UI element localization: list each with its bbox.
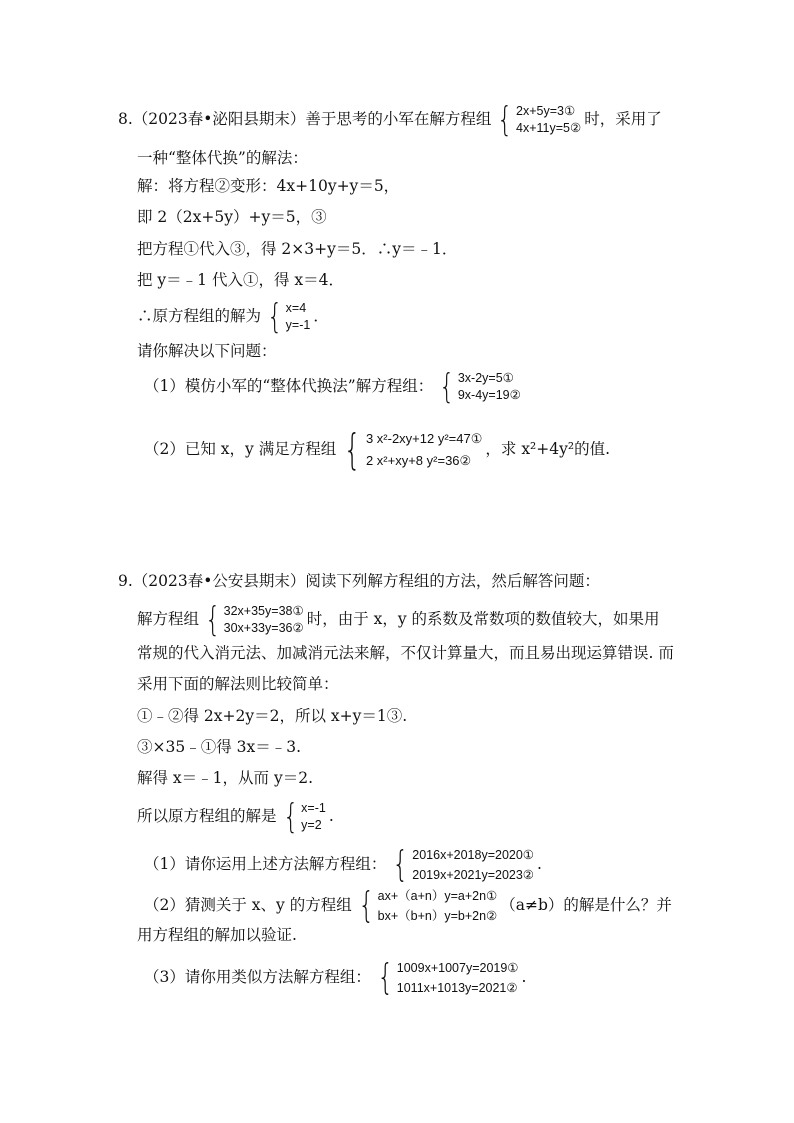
equation: 4x+11y=5② [516,121,582,135]
brace-icon: { [392,844,409,885]
q9-part2-continued: 用方程组的解加以验证. [137,926,297,944]
brace-icon: { [439,367,455,407]
equation: 9x-4y=19② [457,388,521,402]
q8-step: 把方程①代入③，得 2×3+y＝5．∴y＝﹣1． [137,240,458,258]
q8-step: 即 2（2x+5y）+y＝5，③ [137,208,327,226]
q9-line1 [137,600,660,640]
q9-part2-system [355,886,498,926]
q9-text-line: 常规的代入消元法、加减消元法来解，不仅计算量大，而且易出现运算错误. 而 [137,644,674,662]
q8-header [118,100,662,140]
q8-part1-system [436,367,521,407]
q9-part2-text: （2）猜测关于 x、y 的方程组 [144,896,352,914]
q9-part1 [144,845,542,885]
equation: 1009x+1007y=2019① [396,961,519,975]
equation: 32x+35y=38① [223,604,304,618]
q8-solution-system [264,297,311,337]
brace-icon: { [267,297,283,337]
q9-step: 解得 x＝﹣1，从而 y＝2. [137,769,314,787]
q9-part3-system [374,958,519,998]
q8-part2-text-end: ，求 x²+4y²的值. [485,440,611,458]
q8-header-text-end: 时，采用了 [584,110,662,128]
q9-step: ③×35﹣①得 3x＝﹣3. [137,738,302,756]
punct: ． [313,307,329,325]
q9-part1-text: （1）请你运用上述方法解方程组： [144,855,387,873]
q8-part1 [144,367,524,407]
equation: 2x+5y=3① [516,104,576,118]
equation: x=4 [285,301,307,315]
brace-icon: { [377,957,394,998]
q9-text-line: 采用下面的解法则比较简单： [137,675,339,693]
equation: x=-1 [301,801,326,815]
q8-part2 [144,425,611,474]
equation: ax+（a+n）y=a+2n① [377,889,498,903]
q9-part2 [144,886,672,926]
q8-step: 把 y＝﹣1 代入①，得 x＝4． [137,271,345,289]
equation: bx+（b+n）y=b+2n② [377,909,498,923]
brace-icon: { [343,425,362,474]
q9-system [202,600,304,640]
q8-solution-text: ∴原方程组的解为 [137,307,262,325]
brace-icon: { [205,600,221,640]
q8-step: 解：将方程②变形：4x+10y+y＝5， [137,177,400,195]
equation: 2019x+2021y=2023② [412,868,535,882]
q9-part3-text: （3）请你用类似方法解方程组： [144,968,371,986]
q9-text: 时，由于 x，y 的系数及常数项的数值较大，如果用 [306,610,660,628]
q8-part2-system [339,425,483,474]
equation: y=2 [301,818,322,832]
q9-part3 [144,958,526,998]
equation: 3 x²-2xy+12 y²=47① [365,431,483,446]
punct: . [521,968,527,986]
brace-icon: { [358,885,375,926]
q9-solution-text: 所以原方程组的解是 [137,807,277,825]
q9-step: ①﹣②得 2x+2y＝2，所以 x+y＝1③. [137,707,408,725]
q8-intro: 一种“整体代换”的解法： [137,149,308,167]
q8-solution-line [137,297,329,337]
q9-text: 解方程组 [137,610,200,628]
equation: 2 x²+xy+8 y²=36② [365,453,472,468]
punct: . [537,855,542,873]
q8-ask: 请你解决以下问题： [137,342,277,360]
q9-part2-text-end: （a≠b）的解是什么？并 [500,896,672,914]
q8-part2-text: （2）已知 x，y 满足方程组 [144,440,337,458]
equation: y=-1 [285,318,311,332]
equation: 1011x+1013y=2021② [396,981,518,995]
brace-icon: { [282,797,298,837]
q9-solution-system [280,797,326,837]
q8-header-system [494,100,582,140]
q9-solution-line [137,797,334,837]
equation: 3x-2y=5① [457,371,514,385]
q9-header: 9.（2023春•公安县期末）阅读下列解方程组的方法，然后解答问题： [118,572,600,590]
q9-part1-system [389,845,534,885]
brace-icon: { [497,100,513,140]
q8-part1-text: （1）模仿小军的“整体代换法”解方程组： [144,377,434,395]
equation: 30x+33y=36② [223,621,304,635]
q8-header-text: 8.（2023春•泌阳县期末）善于思考的小军在解方程组 [118,110,492,128]
punct: . [328,807,334,825]
equation: 2016x+2018y=2020① [412,848,535,862]
